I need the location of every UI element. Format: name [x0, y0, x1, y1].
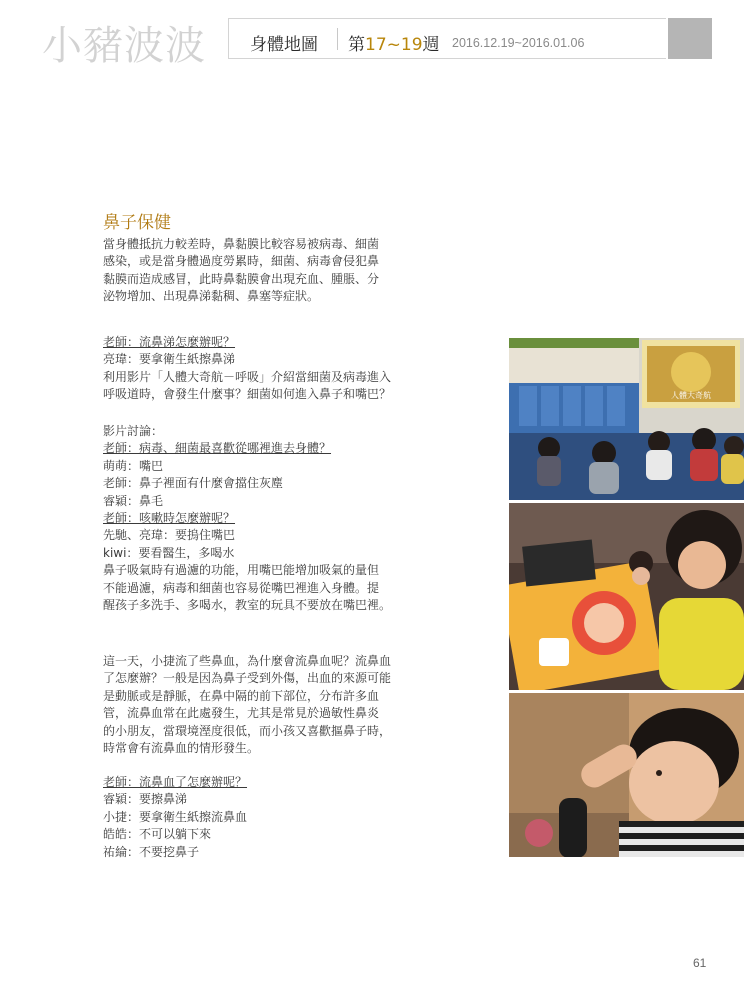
nosebleed-paragraph — [103, 653, 408, 757]
header-divider — [337, 28, 338, 50]
paragraph-line: 了怎麼辦？一般是因為鼻子受到外傷，出血的來源可能 — [103, 671, 392, 686]
classroom-film-photo — [509, 338, 744, 500]
dialogue-nosebleed — [103, 774, 408, 861]
classroom-film-illustration — [509, 338, 744, 500]
week-prefix: 第 — [348, 35, 365, 55]
dialogue-runny-nose — [103, 334, 408, 404]
dialogue-line: 小捷：要拿衛生紙擦流鼻血 — [103, 809, 248, 824]
dialogue-line: kiwi：要看醫生，多喝水 — [103, 545, 235, 560]
header-date-range: 2016.12.19~2016.01.06 — [452, 36, 585, 50]
dialogue-line: 亮瑋：要拿衛生紙擦鼻涕 — [103, 352, 236, 367]
section-title: 鼻子保健 — [103, 213, 171, 233]
child-touching-nose-photo — [509, 693, 744, 857]
dialogue-line: 睿穎：鼻毛 — [103, 493, 164, 508]
dialogue-line: 老師：流鼻涕怎麼辦呢？ — [103, 335, 236, 349]
week-range: 17~19 — [365, 35, 423, 55]
dialogue-line: 老師：鼻子裡面有什麼會擋住灰塵 — [103, 476, 284, 491]
dialogue-line: 利用影片「人體大奇航－呼吸」介紹當細菌及病毒進入 — [103, 369, 392, 384]
dialogue-line: 皓皓：不可以躺下來 — [103, 827, 212, 842]
intro-line: 泌物增加、出現鼻涕黏稠、鼻塞等症狀。 — [103, 289, 320, 304]
dialogue-line: 不能過濾，病毒和細菌也容易從嘴巴裡進入身體。提 — [103, 580, 380, 595]
page-number: 61 — [693, 956, 707, 970]
paragraph-line: 這一天，小捷流了些鼻血，為什麼會流鼻血呢？流鼻血 — [103, 654, 392, 668]
dialogue-line: 老師：流鼻血了怎麼辦呢？ — [103, 775, 248, 789]
dialogue-line: 先馳、亮瑋：要摀住嘴巴 — [103, 528, 236, 543]
brand-title: 小豬波波 — [42, 23, 206, 69]
paragraph-line: 管，流鼻血常在此處發生，尤其是常見於過敏性鼻炎 — [103, 706, 380, 721]
child-reading-illustration — [509, 503, 744, 690]
dialogue-line: 鼻子吸氣時有過濾的功能，用嘴巴能增加吸氣的量但 — [103, 563, 380, 578]
film-screen-caption: 人體大奇航 — [671, 391, 711, 400]
intro-line: 感染，或是當身體過度勞累時，細菌、病毒會侵犯鼻 — [103, 254, 380, 269]
intro-paragraph — [103, 236, 408, 306]
header-week — [348, 30, 440, 55]
intro-line: 黏膜而造成感冒，此時鼻黏膜會出現充血、腫脹、分 — [103, 271, 380, 286]
header-topic: 身體地圖 — [250, 35, 318, 55]
paragraph-line: 是動脈或是靜脈，在鼻中隔的前下部位，分布許多血 — [103, 688, 380, 703]
dialogue-line: 老師：病毒、細菌最喜歡從哪裡進去身體？ — [103, 441, 332, 456]
dialogue-line: 睿穎：要擦鼻涕 — [103, 792, 188, 807]
child-touching-nose-illustration — [509, 693, 744, 857]
dialogue-line: 影片討論： — [103, 424, 164, 438]
intro-line: 當身體抵抗力較差時，鼻黏膜比較容易被病毒、細菌 — [103, 237, 380, 251]
paragraph-line: 時常會有流鼻血的情形發生。 — [103, 741, 260, 756]
dialogue-line: 祐綸：不要挖鼻子 — [103, 844, 200, 859]
dialogue-line: 老師：咳嗽時怎麼辦呢？ — [103, 511, 236, 526]
dialogue-line: 萌萌：嘴巴 — [103, 458, 164, 473]
dialogue-line: 醒孩子多洗手、多喝水，教室的玩具不要放在嘴巴裡。 — [103, 598, 392, 613]
paragraph-line: 的小朋友，當環境溼度很低，而小孩又喜歡摳鼻子時， — [103, 723, 392, 738]
dialogue-line: 呼吸道時，會發生什麼事？細菌如何進入鼻子和嘴巴？ — [103, 387, 392, 402]
header-tab — [668, 18, 712, 59]
child-reading-photo — [509, 503, 744, 690]
film-discussion — [103, 423, 408, 614]
week-suffix: 週 — [422, 35, 440, 55]
